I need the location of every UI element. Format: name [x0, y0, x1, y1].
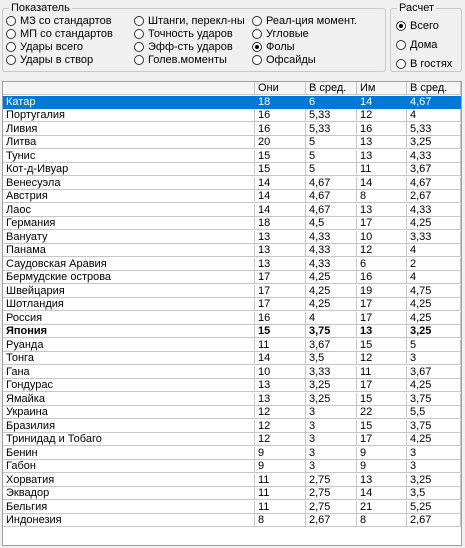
- them-count-cell: 12: [357, 244, 407, 257]
- they-count-cell: 15: [255, 163, 306, 176]
- radio-circle-icon[interactable]: [134, 29, 144, 39]
- they-avg-cell: 5: [306, 136, 357, 149]
- them-avg-cell: 2,67: [407, 514, 461, 527]
- table-row[interactable]: [3, 177, 461, 191]
- radio-circle-icon[interactable]: [396, 59, 406, 69]
- radio-shots-total[interactable]: [6, 40, 83, 53]
- them-count-cell: 14: [357, 177, 407, 190]
- them-count-cell: 14: [357, 487, 407, 500]
- they-count-cell: 11: [255, 339, 306, 352]
- team-name-cell: Швейцария: [3, 285, 255, 298]
- radio-home[interactable]: [396, 38, 437, 51]
- team-name-cell: Шотландия: [3, 298, 255, 311]
- radio-circle-icon[interactable]: [252, 55, 262, 65]
- radio-offsides[interactable]: [252, 53, 316, 66]
- them-avg-cell: 4,75: [407, 285, 461, 298]
- calc-group: [390, 2, 462, 72]
- them-avg-cell: 2: [407, 258, 461, 271]
- table-row[interactable]: [3, 433, 461, 447]
- they-count-cell: 13: [255, 244, 306, 257]
- them-count-cell: 17: [357, 217, 407, 230]
- they-avg-cell: 3: [306, 460, 357, 473]
- they-count-cell: 8: [255, 514, 306, 527]
- radio-woodwork[interactable]: [134, 14, 245, 27]
- calc-group-title: Расчет: [399, 2, 434, 14]
- radio-label: Реал-ция момент.: [266, 14, 357, 27]
- they-avg-cell: 4,67: [306, 177, 357, 190]
- them-avg-cell: 4,25: [407, 379, 461, 392]
- they-avg-cell: 4,25: [306, 271, 357, 284]
- table-row[interactable]: [3, 487, 461, 501]
- team-name-cell: Ливия: [3, 123, 255, 136]
- them-avg-cell: 5,5: [407, 406, 461, 419]
- radio-circle-icon[interactable]: [252, 42, 262, 52]
- they-count-cell: 12: [255, 406, 306, 419]
- them-avg-cell: 3,5: [407, 487, 461, 500]
- them-count-cell: 12: [357, 109, 407, 122]
- table-header: [3, 82, 461, 96]
- radio-label: МП со стандартов: [20, 27, 113, 40]
- radio-away[interactable]: [396, 57, 452, 70]
- radio-mz-standards[interactable]: [6, 14, 112, 27]
- them-count-cell: 15: [357, 420, 407, 433]
- team-name-cell: Тонга: [3, 352, 255, 365]
- radio-circle-icon[interactable]: [134, 55, 144, 65]
- team-name-cell: Руанда: [3, 339, 255, 352]
- header-them-avg[interactable]: В сред.: [407, 82, 461, 95]
- them-avg-cell: 5: [407, 339, 461, 352]
- radio-label: Офсайды: [266, 53, 316, 66]
- they-count-cell: 17: [255, 298, 306, 311]
- they-count-cell: 11: [255, 501, 306, 514]
- them-count-cell: 15: [357, 339, 407, 352]
- team-name-cell: Венесуэла: [3, 177, 255, 190]
- team-name-cell: Португалия: [3, 109, 255, 122]
- them-avg-cell: 3: [407, 447, 461, 460]
- them-avg-cell: 4,25: [407, 298, 461, 311]
- them-count-cell: 13: [357, 136, 407, 149]
- radio-circle-icon[interactable]: [6, 29, 16, 39]
- team-name-cell: Катар: [3, 96, 255, 109]
- team-name-cell: Бразилия: [3, 420, 255, 433]
- them-avg-cell: 3: [407, 352, 461, 365]
- them-count-cell: 13: [357, 325, 407, 338]
- them-avg-cell: 4,25: [407, 312, 461, 325]
- table-row[interactable]: [3, 285, 461, 299]
- they-avg-cell: 3,25: [306, 393, 357, 406]
- they-count-cell: 13: [255, 258, 306, 271]
- they-count-cell: 14: [255, 204, 306, 217]
- team-name-cell: Кот-д-Ивуар: [3, 163, 255, 176]
- radio-goal-chances[interactable]: [134, 53, 227, 66]
- radio-corners[interactable]: [252, 27, 309, 40]
- team-name-cell: Лаос: [3, 204, 255, 217]
- table-row[interactable]: [3, 406, 461, 420]
- header-they-avg[interactable]: В сред.: [306, 82, 357, 95]
- they-avg-cell: 3,67: [306, 339, 357, 352]
- they-count-cell: 9: [255, 460, 306, 473]
- table-row[interactable]: [3, 339, 461, 353]
- radio-label: В гостях: [410, 57, 453, 70]
- they-avg-cell: 3,25: [306, 379, 357, 392]
- they-avg-cell: 3,5: [306, 352, 357, 365]
- radio-label: Фолы: [266, 40, 295, 53]
- team-name-cell: Панама: [3, 244, 255, 257]
- them-avg-cell: 3,25: [407, 474, 461, 487]
- them-count-cell: 22: [357, 406, 407, 419]
- them-count-cell: 17: [357, 312, 407, 325]
- radio-circle-icon[interactable]: [6, 42, 16, 52]
- radio-label: Точность ударов: [148, 27, 233, 40]
- they-avg-cell: 4,67: [306, 204, 357, 217]
- team-name-cell: Украина: [3, 406, 255, 419]
- team-name-cell: Россия: [3, 312, 255, 325]
- they-count-cell: 18: [255, 217, 306, 230]
- table-row[interactable]: [3, 190, 461, 204]
- them-count-cell: 17: [357, 298, 407, 311]
- them-count-cell: 11: [357, 366, 407, 379]
- they-avg-cell: 4,67: [306, 190, 357, 203]
- team-name-cell: Вануату: [3, 231, 255, 244]
- them-avg-cell: 4: [407, 244, 461, 257]
- table-row[interactable]: [3, 325, 461, 339]
- they-avg-cell: 4,25: [306, 285, 357, 298]
- them-avg-cell: 3,25: [407, 136, 461, 149]
- they-count-cell: 10: [255, 366, 306, 379]
- table-row[interactable]: [3, 258, 461, 272]
- radio-chance-conversion[interactable]: [252, 14, 357, 27]
- they-count-cell: 13: [255, 231, 306, 244]
- them-avg-cell: 5,33: [407, 123, 461, 136]
- table-row[interactable]: [3, 163, 461, 177]
- them-avg-cell: 5,25: [407, 501, 461, 514]
- them-count-cell: 17: [357, 379, 407, 392]
- table-row[interactable]: [3, 447, 461, 461]
- they-avg-cell: 4,33: [306, 258, 357, 271]
- they-count-cell: 11: [255, 487, 306, 500]
- team-name-cell: Хорватия: [3, 474, 255, 487]
- radio-fouls[interactable]: [252, 40, 295, 53]
- them-avg-cell: 3: [407, 460, 461, 473]
- them-count-cell: 14: [357, 96, 407, 109]
- them-avg-cell: 4,33: [407, 204, 461, 217]
- radio-label: Всего: [410, 19, 439, 32]
- they-count-cell: 16: [255, 123, 306, 136]
- them-avg-cell: 3,67: [407, 366, 461, 379]
- radio-label: Дома: [410, 38, 438, 51]
- table-row[interactable]: [3, 460, 461, 474]
- table-row[interactable]: [3, 393, 461, 407]
- them-avg-cell: 4,67: [407, 177, 461, 190]
- radio-label: Штанги, перекл-ны: [148, 14, 245, 27]
- team-name-cell: Япония: [3, 325, 255, 338]
- they-count-cell: 13: [255, 393, 306, 406]
- radio-label: Удары всего: [20, 40, 83, 53]
- them-count-cell: 16: [357, 271, 407, 284]
- radio-shot-efficiency[interactable]: [134, 40, 233, 53]
- them-avg-cell: 4,67: [407, 96, 461, 109]
- they-count-cell: 14: [255, 177, 306, 190]
- they-count-cell: 11: [255, 474, 306, 487]
- team-name-cell: Литва: [3, 136, 255, 149]
- radio-circle-icon[interactable]: [396, 21, 406, 31]
- radio-label: Удары в створ: [20, 53, 94, 66]
- table-row[interactable]: [3, 271, 461, 285]
- they-avg-cell: 3: [306, 420, 357, 433]
- them-count-cell: 19: [357, 285, 407, 298]
- radio-circle-icon[interactable]: [134, 16, 144, 26]
- team-name-cell: Бенин: [3, 447, 255, 460]
- radio-circle-icon[interactable]: [252, 16, 262, 26]
- table-row[interactable]: [3, 379, 461, 393]
- them-avg-cell: 4: [407, 109, 461, 122]
- them-count-cell: 8: [357, 190, 407, 203]
- radio-circle-icon[interactable]: [134, 42, 144, 52]
- table-row[interactable]: [3, 514, 461, 528]
- they-avg-cell: 3,75: [306, 325, 357, 338]
- table-row[interactable]: [3, 420, 461, 434]
- them-count-cell: 15: [357, 393, 407, 406]
- radio-total[interactable]: [396, 19, 439, 32]
- table-row[interactable]: [3, 501, 461, 515]
- them-avg-cell: 2,67: [407, 190, 461, 203]
- header-team[interactable]: [3, 82, 255, 95]
- they-avg-cell: 4,33: [306, 231, 357, 244]
- radio-label: Голев.моменты: [148, 53, 227, 66]
- them-count-cell: 21: [357, 501, 407, 514]
- table-row[interactable]: [3, 109, 461, 123]
- radio-mp-standards[interactable]: [6, 27, 113, 40]
- they-count-cell: 16: [255, 312, 306, 325]
- them-avg-cell: 3,75: [407, 393, 461, 406]
- them-count-cell: 11: [357, 163, 407, 176]
- header-they[interactable]: Они: [255, 82, 306, 95]
- them-count-cell: 13: [357, 474, 407, 487]
- they-avg-cell: 3: [306, 447, 357, 460]
- they-count-cell: 20: [255, 136, 306, 149]
- table-row[interactable]: [3, 123, 461, 137]
- them-avg-cell: 4,33: [407, 150, 461, 163]
- indicator-group-title: Показатель: [11, 2, 70, 14]
- they-avg-cell: 4: [306, 312, 357, 325]
- radio-label: МЗ со стандартов: [20, 14, 112, 27]
- they-count-cell: 15: [255, 150, 306, 163]
- they-avg-cell: 6: [306, 96, 357, 109]
- they-count-cell: 14: [255, 190, 306, 203]
- team-name-cell: Австрия: [3, 190, 255, 203]
- radio-circle-icon[interactable]: [6, 16, 16, 26]
- they-count-cell: 14: [255, 352, 306, 365]
- they-count-cell: 9: [255, 447, 306, 460]
- they-avg-cell: 5,33: [306, 109, 357, 122]
- table-row[interactable]: [3, 150, 461, 164]
- they-avg-cell: 2,75: [306, 487, 357, 500]
- team-name-cell: Тунис: [3, 150, 255, 163]
- table-row[interactable]: [3, 204, 461, 218]
- radio-circle-icon[interactable]: [6, 55, 16, 65]
- they-count-cell: 16: [255, 109, 306, 122]
- table-row[interactable]: [3, 366, 461, 380]
- indicator-group: [2, 2, 386, 72]
- team-name-cell: Саудовская Аравия: [3, 258, 255, 271]
- team-name-cell: Германия: [3, 217, 255, 230]
- they-count-cell: 18: [255, 96, 306, 109]
- team-name-cell: Бельгия: [3, 501, 255, 514]
- team-name-cell: Эквадор: [3, 487, 255, 500]
- them-count-cell: 9: [357, 460, 407, 473]
- they-avg-cell: 3: [306, 433, 357, 446]
- they-avg-cell: 2,67: [306, 514, 357, 527]
- they-count-cell: 12: [255, 420, 306, 433]
- team-name-cell: Ямайка: [3, 393, 255, 406]
- them-avg-cell: 3,25: [407, 325, 461, 338]
- table-row[interactable]: [3, 231, 461, 245]
- they-count-cell: 15: [255, 325, 306, 338]
- them-count-cell: 13: [357, 204, 407, 217]
- table-row[interactable]: [3, 96, 461, 110]
- they-avg-cell: 3,33: [306, 366, 357, 379]
- them-avg-cell: 3,75: [407, 420, 461, 433]
- them-count-cell: 16: [357, 123, 407, 136]
- them-avg-cell: 4,25: [407, 217, 461, 230]
- table-row[interactable]: [3, 474, 461, 488]
- radio-shots-on-target[interactable]: [6, 53, 93, 66]
- they-count-cell: 17: [255, 271, 306, 284]
- table-row[interactable]: [3, 298, 461, 312]
- they-avg-cell: 5,33: [306, 123, 357, 136]
- them-count-cell: 12: [357, 352, 407, 365]
- them-avg-cell: 4,25: [407, 433, 461, 446]
- header-them[interactable]: Им: [357, 82, 407, 95]
- them-count-cell: 8: [357, 514, 407, 527]
- team-name-cell: Гана: [3, 366, 255, 379]
- them-count-cell: 9: [357, 447, 407, 460]
- radio-shot-accuracy[interactable]: [134, 27, 233, 40]
- they-count-cell: 13: [255, 379, 306, 392]
- table-row[interactable]: [3, 136, 461, 150]
- them-avg-cell: 3,33: [407, 231, 461, 244]
- they-avg-cell: 5: [306, 163, 357, 176]
- they-avg-cell: 4,5: [306, 217, 357, 230]
- team-name-cell: Бермудские острова: [3, 271, 255, 284]
- they-count-cell: 17: [255, 285, 306, 298]
- them-avg-cell: 3,67: [407, 163, 461, 176]
- they-avg-cell: 2,75: [306, 501, 357, 514]
- table-row[interactable]: [3, 217, 461, 231]
- they-avg-cell: 2,75: [306, 474, 357, 487]
- them-count-cell: 10: [357, 231, 407, 244]
- them-count-cell: 17: [357, 433, 407, 446]
- they-count-cell: 12: [255, 433, 306, 446]
- them-count-cell: 6: [357, 258, 407, 271]
- radio-circle-icon[interactable]: [396, 40, 406, 50]
- they-avg-cell: 4,25: [306, 298, 357, 311]
- them-avg-cell: 4: [407, 271, 461, 284]
- them-count-cell: 13: [357, 150, 407, 163]
- team-name-cell: Индонезия: [3, 514, 255, 527]
- team-name-cell: Гондурас: [3, 379, 255, 392]
- they-avg-cell: 4,33: [306, 244, 357, 257]
- table-row[interactable]: [3, 312, 461, 326]
- team-name-cell: Габон: [3, 460, 255, 473]
- radio-label: Угловые: [266, 27, 309, 40]
- they-avg-cell: 5: [306, 150, 357, 163]
- radio-label: Эфф-сть ударов: [148, 40, 233, 53]
- they-avg-cell: 3: [306, 406, 357, 419]
- team-name-cell: Тринидад и Тобаго: [3, 433, 255, 446]
- radio-circle-icon[interactable]: [252, 29, 262, 39]
- stats-table: [2, 81, 462, 546]
- table-row[interactable]: [3, 352, 461, 366]
- table-row[interactable]: [3, 244, 461, 258]
